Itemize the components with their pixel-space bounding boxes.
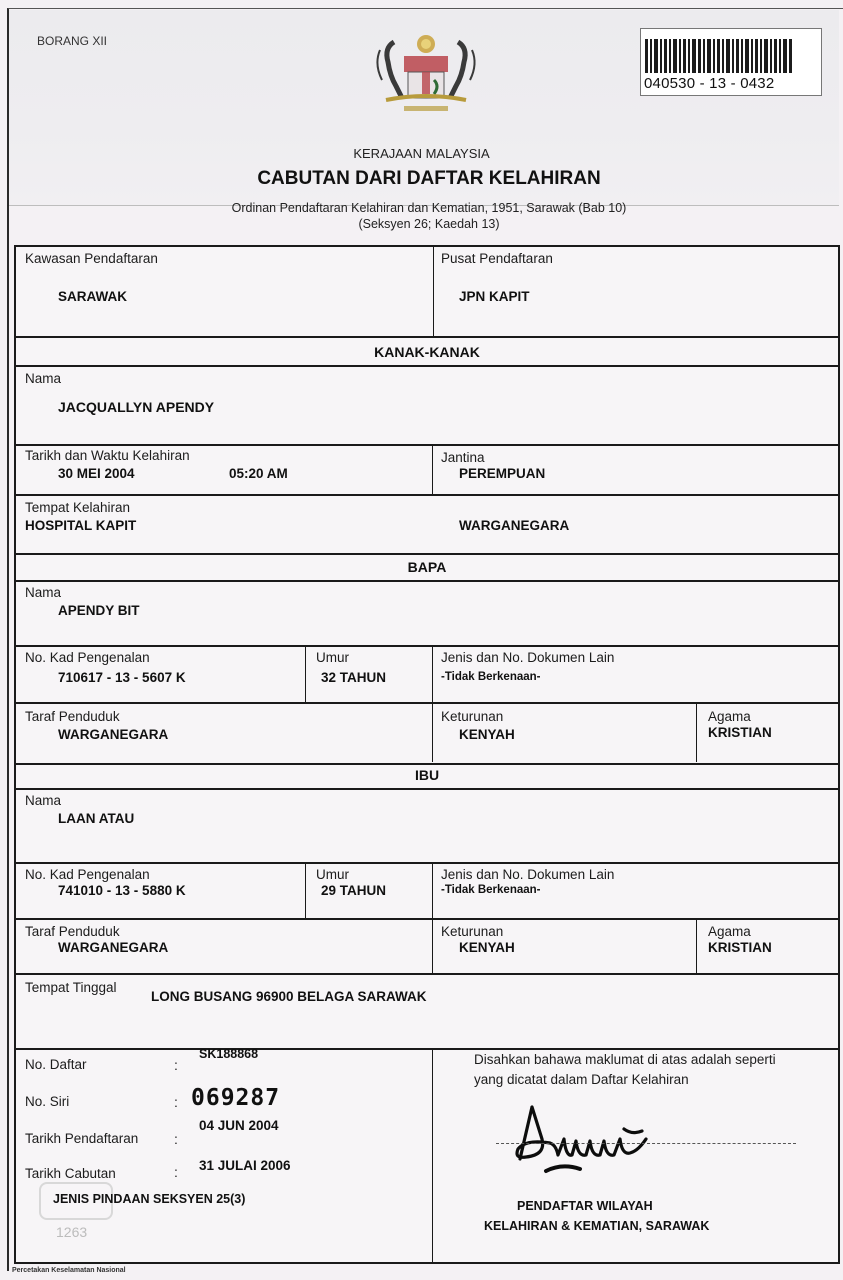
signature-line <box>496 1143 796 1145</box>
certification-statement-line1: Disahkan bahawa maklumat di atas adalah seperti <box>474 1052 776 1067</box>
father-other-doc-label: Jenis dan No. Dokumen Lain <box>441 650 615 665</box>
government-heading: KERAJAAN MALAYSIA <box>353 146 490 161</box>
barcode-number: 040530 - 13 - 0432 <box>644 75 775 92</box>
serial-colon: : <box>174 1094 178 1110</box>
divider <box>16 702 838 704</box>
certification-statement-line2: yang dicatat dalam Daftar Kelahiran <box>474 1072 689 1087</box>
father-residency-value: WARGANEGARA <box>58 727 169 742</box>
father-ic-value: 710617 - 13 - 5607 K <box>58 670 186 685</box>
mother-ic-label: No. Kad Pengenalan <box>25 867 150 882</box>
amendment-note: JENIS PINDAAN SEKSYEN 25(3) <box>53 1192 246 1206</box>
birth-datetime-label: Tarikh dan Waktu Kelahiran <box>25 448 190 463</box>
divider <box>432 647 433 702</box>
extract-date-colon: : <box>174 1164 178 1180</box>
reg-no-label: No. Daftar <box>25 1057 87 1072</box>
stamp-number: 1263 <box>56 1224 88 1240</box>
divider <box>16 336 838 338</box>
reg-no-colon: : <box>174 1057 178 1073</box>
divider <box>16 365 838 367</box>
mother-ic-value: 741010 - 13 - 5880 K <box>58 883 186 898</box>
mother-residency-label: Taraf Penduduk <box>25 924 120 939</box>
divider <box>305 647 306 702</box>
registration-area-label: Kawasan Pendaftaran <box>25 251 158 266</box>
divider <box>432 864 433 918</box>
divider <box>16 763 838 765</box>
father-residency-label: Taraf Penduduk <box>25 709 120 724</box>
extract-date-value: 31 JULAI 2006 <box>199 1158 291 1173</box>
divider <box>16 580 838 582</box>
reg-date-value: 04 JUN 2004 <box>199 1118 279 1133</box>
divider <box>16 788 838 790</box>
barcode-icon <box>645 39 795 73</box>
printer-credit: Percetakan Keselamatan Nasional <box>12 1267 126 1274</box>
ordinance-reference: Ordinan Pendaftaran Kelahiran dan Kematian, 1951, Sarawak (Bab 10) <box>231 201 627 215</box>
divider <box>16 553 838 555</box>
divider <box>432 1050 433 1262</box>
father-section-title: BAPA <box>407 559 447 575</box>
divider <box>16 918 838 920</box>
father-age-value: 32 TAHUN <box>321 670 387 685</box>
extract-date-label: Tarikh Cabutan <box>25 1166 116 1181</box>
residence-label: Tempat Tinggal <box>25 980 117 995</box>
divider <box>16 645 838 647</box>
child-name-label: Nama <box>25 371 62 386</box>
gender-label: Jantina <box>441 450 485 465</box>
father-age-label: Umur <box>316 650 349 665</box>
signature-icon <box>506 1099 676 1179</box>
residence-value: LONG BUSANG 96900 BELAGA SARAWAK <box>151 989 427 1004</box>
mother-age-label: Umur <box>316 867 349 882</box>
birthplace-label: Tempat Kelahiran <box>25 500 131 515</box>
mother-ethnicity-value: KENYAH <box>459 940 515 955</box>
divider <box>16 494 838 496</box>
barcode-box <box>640 28 822 96</box>
mother-other-doc-label: Jenis dan No. Dokumen Lain <box>441 867 615 882</box>
registration-area-value: SARAWAK <box>58 289 128 304</box>
divider <box>696 920 697 973</box>
serial-label: No. Siri <box>25 1094 70 1109</box>
mother-religion-label: Agama <box>708 924 751 939</box>
mother-age-value: 29 TAHUN <box>321 883 387 898</box>
mother-name-value: LAAN ATAU <box>58 811 135 826</box>
father-ic-label: No. Kad Pengenalan <box>25 650 150 665</box>
father-name-value: APENDY BIT <box>58 603 140 618</box>
father-religion-value: KRISTIAN <box>708 725 772 740</box>
document-title: CABUTAN DARI DAFTAR KELAHIRAN <box>257 168 601 189</box>
serial-value: 069287 <box>191 1085 281 1111</box>
divider <box>432 920 433 973</box>
reg-no-value: SK188868 <box>199 1047 259 1061</box>
divider <box>16 973 838 975</box>
birth-time-value: 05:20 AM <box>229 466 288 481</box>
child-name-value: JACQUALLYN APENDY <box>58 399 215 415</box>
registrar-title-line2: KELAHIRAN & KEMATIAN, SARAWAK <box>484 1219 710 1233</box>
birth-extract-form <box>14 245 840 1264</box>
divider <box>432 446 433 494</box>
father-ethnicity-label: Keturunan <box>441 709 504 724</box>
divider <box>305 864 306 918</box>
mother-section-title: IBU <box>414 767 440 783</box>
father-name-label: Nama <box>25 585 62 600</box>
child-section-title: KANAK-KANAK <box>374 344 480 360</box>
mother-other-doc-value: -Tidak Berkenaan- <box>441 884 541 896</box>
mother-name-label: Nama <box>25 793 62 808</box>
father-other-doc-value: -Tidak Berkenaan- <box>441 671 541 683</box>
father-ethnicity-value: KENYAH <box>459 727 515 742</box>
mother-residency-value: WARGANEGARA <box>58 940 169 955</box>
section-reference: (Seksyen 26; Kaedah 13) <box>358 217 500 231</box>
father-religion-label: Agama <box>708 709 751 724</box>
mother-ethnicity-label: Keturunan <box>441 924 504 939</box>
divider <box>16 1048 838 1050</box>
gender-value: PEREMPUAN <box>459 466 546 481</box>
divider <box>696 704 697 762</box>
birthplace-value: HOSPITAL KAPIT <box>25 518 137 533</box>
registrar-title-line1: PENDAFTAR WILAYAH <box>517 1199 653 1213</box>
divider <box>16 444 838 446</box>
registration-centre-value: JPN KAPIT <box>459 289 530 304</box>
birth-date-value: 30 MEI 2004 <box>58 466 135 481</box>
child-citizenship-value: WARGANEGARA <box>459 518 570 533</box>
mother-religion-value: KRISTIAN <box>708 940 772 955</box>
form-label: BORANG XII <box>37 34 108 48</box>
reg-date-label: Tarikh Pendaftaran <box>25 1131 139 1146</box>
malaysia-coat-of-arms-icon <box>364 30 488 116</box>
divider <box>16 862 838 864</box>
reg-date-colon: : <box>174 1131 178 1147</box>
divider <box>433 247 434 336</box>
registration-centre-label: Pusat Pendaftaran <box>441 251 553 266</box>
divider <box>432 704 433 762</box>
